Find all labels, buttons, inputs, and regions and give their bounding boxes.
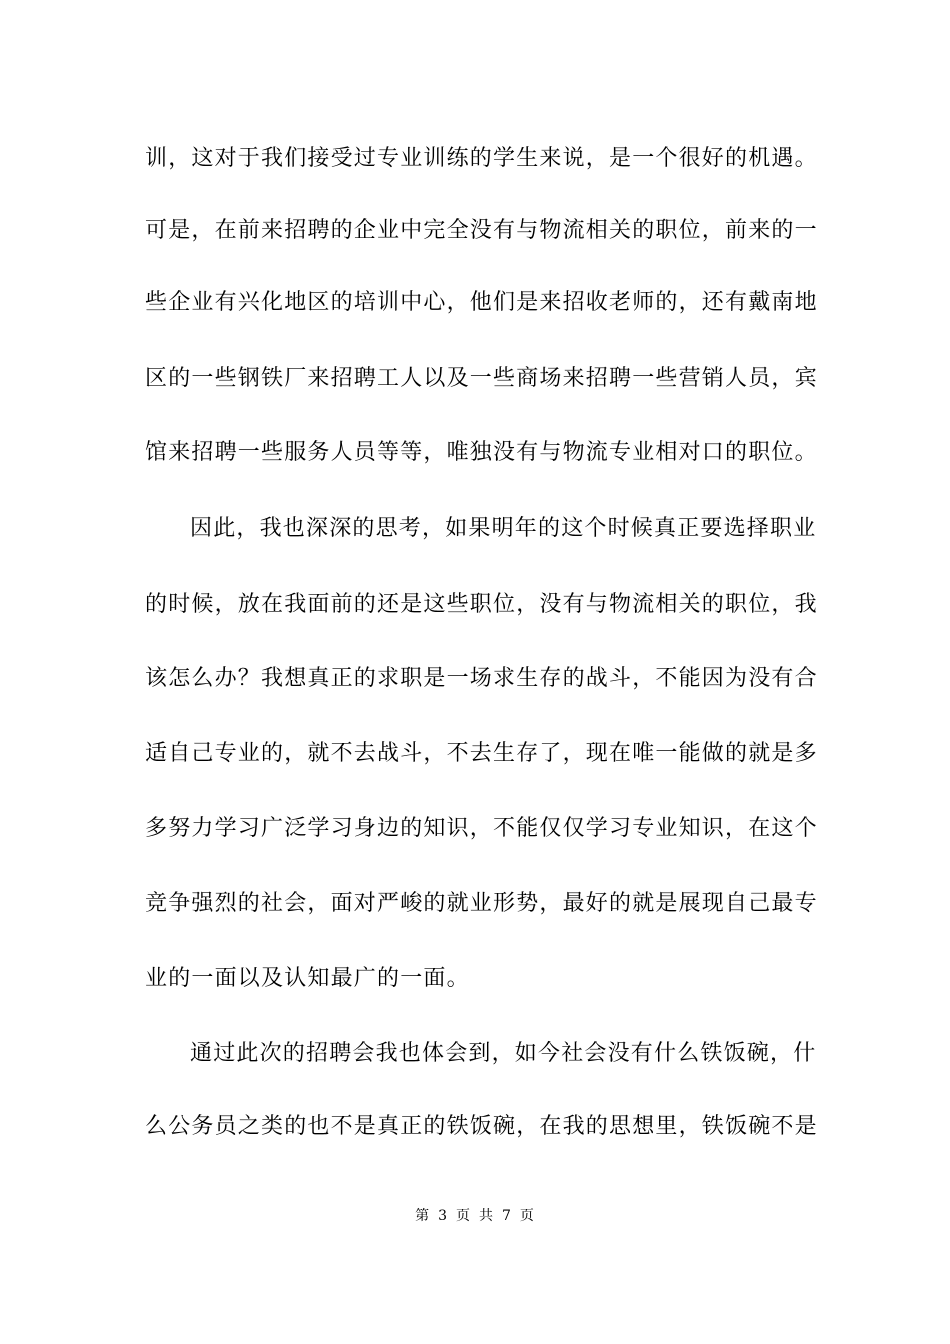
body-text-line: 该怎么办？我想真正的求职是一场求生存的战斗，不能因为没有合 xyxy=(145,666,818,691)
body-text-line: 些企业有兴化地区的培训中心，他们是来招收老师的，还有戴南地 xyxy=(145,290,818,315)
body-text-line: 的时候，放在我面前的还是这些职位，没有与物流相关的职位，我 xyxy=(145,592,818,617)
body-text-line: 可是，在前来招聘的企业中完全没有与物流相关的职位，前来的一 xyxy=(145,218,818,243)
body-text-line: 训，这对于我们接受过专业训练的学生来说，是一个很好的机遇。 xyxy=(145,146,818,171)
body-text-line: 业的一面以及认知最广的一面。 xyxy=(145,966,470,991)
page-footer xyxy=(0,1206,950,1226)
paragraph-first-line: 因此，我也深深的思考，如果明年的这个时候真正要选择职业 xyxy=(190,516,817,541)
footer-prefix: 第 xyxy=(415,1208,431,1224)
footer-total-pages: 7 xyxy=(502,1208,512,1224)
body-text-line: 多努力学习广泛学习身边的知识，不能仅仅学习专业知识，在这个 xyxy=(145,816,818,841)
body-text-line: 竞争强烈的社会，面对严峻的就业形势，最好的就是展现自己最专 xyxy=(145,891,818,916)
footer-total-prefix: 共 xyxy=(479,1208,494,1224)
footer-total-unit: 页 xyxy=(519,1208,535,1224)
paragraph-first-line: 通过此次的招聘会我也体会到，如今社会没有什么铁饭碗，什 xyxy=(190,1041,817,1066)
body-text-line: 适自己专业的，就不去战斗，不去生存了，现在唯一能做的就是多 xyxy=(145,741,818,766)
footer-page-unit: 页 xyxy=(456,1208,471,1224)
body-text-line: 馆来招聘一些服务人员等等，唯独没有与物流专业相对口的职位。 xyxy=(145,440,818,465)
body-text-line: 区的一些钢铁厂来招聘工人以及一些商场来招聘一些营销人员，宾 xyxy=(145,366,818,391)
body-text-line: 么公务员之类的也不是真正的铁饭碗，在我的思想里，铁饭碗不是 xyxy=(145,1114,818,1139)
footer-current-page: 3 xyxy=(438,1208,448,1224)
